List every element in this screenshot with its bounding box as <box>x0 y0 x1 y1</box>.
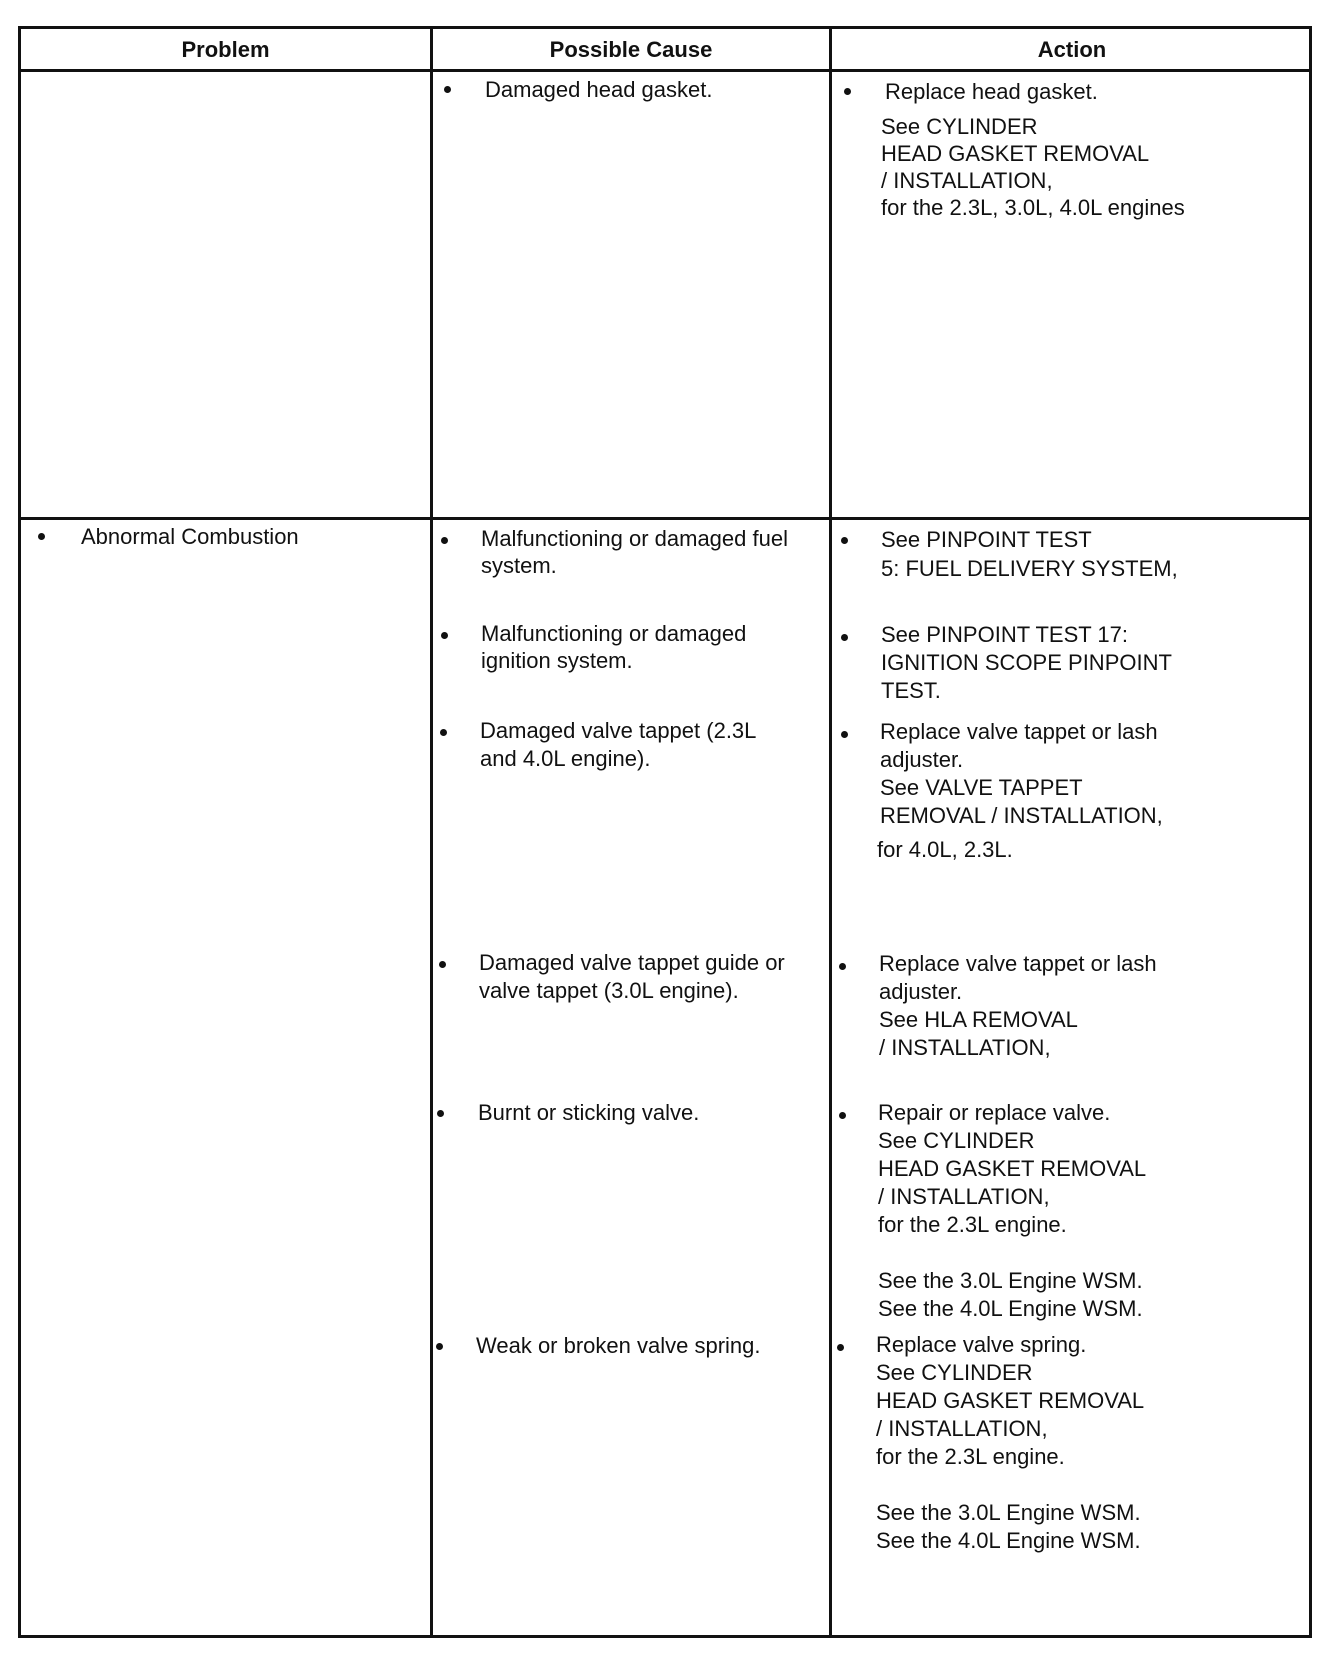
action-line: HEAD GASKET REMOVAL <box>876 1388 1145 1413</box>
action-line: See PINPOINT TEST 17: <box>881 622 1128 647</box>
cause-line: and 4.0L engine). <box>480 746 651 771</box>
action-line: for the 2.3L engine. <box>878 1212 1067 1237</box>
action-item <box>881 621 1172 705</box>
cause-line: Malfunctioning or damaged <box>481 621 747 646</box>
cause-item <box>480 717 756 773</box>
column-divider <box>829 29 832 1635</box>
action-line: / INSTALLATION, <box>878 1184 1050 1209</box>
action-line: See CYLINDER <box>878 1128 1035 1153</box>
action-line: See the 3.0L Engine WSM. <box>876 1500 1141 1525</box>
cause-line: system. <box>481 553 557 578</box>
cause-line: Damaged valve tappet (2.3L <box>480 718 757 743</box>
problem-item <box>81 522 299 551</box>
problem-text: Abnormal Combustion <box>81 524 299 549</box>
column-divider <box>430 29 433 1635</box>
bullet <box>841 537 848 544</box>
bullet <box>844 88 851 95</box>
cause-line: Malfunctioning or damaged fuel <box>481 526 788 551</box>
header-action: Action <box>1037 37 1107 62</box>
cause-item <box>485 75 713 104</box>
bullet <box>837 1344 844 1351</box>
action-line <box>878 1239 1146 1267</box>
action-line: IGNITION SCOPE PINPOINT <box>881 650 1172 675</box>
action-line: See the 4.0L Engine WSM. <box>878 1296 1143 1321</box>
cause-line: Damaged valve tappet guide or <box>479 950 785 975</box>
bullet <box>841 634 848 641</box>
cause-item <box>479 949 785 1005</box>
action-item <box>877 835 1013 864</box>
troubleshooting-table <box>18 26 1312 1638</box>
action-item <box>876 1331 1144 1555</box>
action-line: Replace valve tappet or lash <box>880 719 1158 744</box>
cause-item <box>481 525 788 579</box>
bullet <box>440 729 447 736</box>
action-line: for the 2.3L engine. <box>876 1444 1065 1469</box>
bullet <box>839 1112 846 1119</box>
bullet <box>436 1343 443 1350</box>
action-line: See CYLINDER <box>876 1360 1033 1385</box>
cause-line: valve tappet (3.0L engine). <box>479 978 739 1003</box>
action-line: / INSTALLATION, <box>879 1035 1051 1060</box>
cause-line: ignition system. <box>481 648 633 673</box>
action-line: Replace valve spring. <box>876 1332 1087 1357</box>
cause-text: Damaged head gasket. <box>485 77 713 102</box>
action-item <box>878 1099 1146 1323</box>
action-line: / INSTALLATION, <box>881 168 1053 193</box>
action-line: 5: FUEL DELIVERY SYSTEM, <box>881 556 1178 581</box>
action-line: See VALVE TAPPET <box>880 775 1083 800</box>
bullet <box>441 632 448 639</box>
action-line: See CYLINDER <box>881 114 1038 139</box>
action-line: for the 2.3L, 3.0L, 4.0L engines <box>881 195 1185 220</box>
cause-line: Weak or broken valve spring. <box>476 1333 761 1358</box>
action-line: See the 3.0L Engine WSM. <box>878 1268 1143 1293</box>
action-line: HEAD GASKET REMOVAL <box>878 1156 1147 1181</box>
action-line: for 4.0L, 2.3L. <box>877 837 1013 862</box>
cause-line: Burnt or sticking valve. <box>478 1100 700 1125</box>
bullet <box>38 533 45 540</box>
bullet <box>444 86 451 93</box>
action-item <box>881 525 1178 583</box>
action-line: See PINPOINT TEST <box>881 527 1092 552</box>
action-line: HEAD GASKET REMOVAL <box>881 141 1150 166</box>
cause-item <box>476 1331 761 1360</box>
action-line: Replace valve tappet or lash <box>879 951 1157 976</box>
bullet <box>441 537 448 544</box>
bullet <box>437 1110 444 1117</box>
header-possible-cause: Possible Cause <box>549 37 713 62</box>
header-problem: Problem <box>181 37 270 62</box>
action-line: adjuster. <box>880 747 964 772</box>
action-item <box>879 950 1157 1062</box>
action-item <box>885 77 1098 106</box>
bullet <box>839 963 846 970</box>
action-line: REMOVAL / INSTALLATION, <box>880 803 1163 828</box>
cause-item <box>478 1098 699 1127</box>
action-line: TEST. <box>881 678 941 703</box>
action-item <box>881 113 1185 221</box>
action-line: Replace head gasket. <box>885 79 1098 104</box>
action-line: See the 4.0L Engine WSM. <box>876 1528 1141 1553</box>
action-line: See HLA REMOVAL <box>879 1007 1078 1032</box>
bullet <box>841 731 848 738</box>
row-divider <box>21 517 1309 520</box>
action-line: Repair or replace valve. <box>878 1100 1111 1125</box>
action-item <box>880 718 1163 830</box>
action-line <box>876 1471 1144 1499</box>
action-line: / INSTALLATION, <box>876 1416 1048 1441</box>
action-line: adjuster. <box>879 979 963 1004</box>
bullet <box>439 961 446 968</box>
cause-item <box>481 620 746 674</box>
